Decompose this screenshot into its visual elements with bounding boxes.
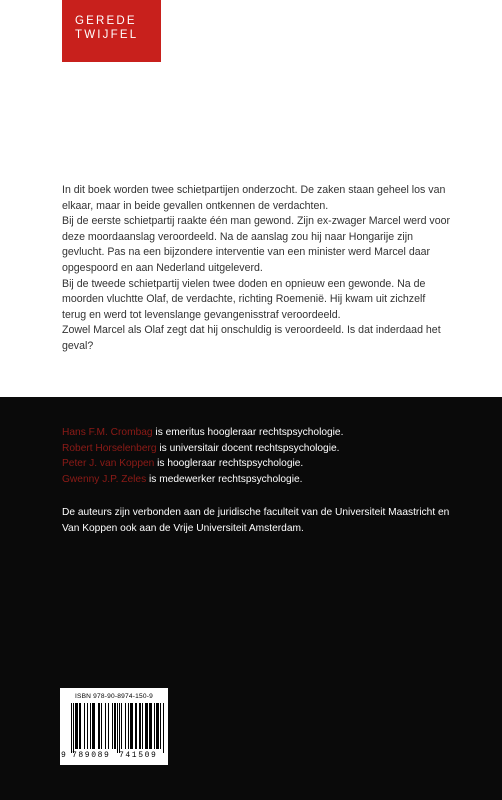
barcode-bar <box>76 703 77 749</box>
author-name: Hans F.M. Crombag <box>62 427 153 438</box>
barcode-bars <box>64 703 164 753</box>
barcode-bar <box>135 703 136 749</box>
barcode-bar <box>73 703 74 753</box>
barcode-bar <box>125 703 126 749</box>
barcode-bar <box>108 703 109 749</box>
barcode-bar <box>140 703 141 749</box>
author-role: is medewerker rechtspsychologie. <box>146 473 303 485</box>
author-row <box>62 472 462 488</box>
barcode-bar <box>151 703 152 749</box>
author-name: Peter J. van Koppen <box>62 458 155 470</box>
barcode-bar <box>158 703 159 749</box>
barcode-bar <box>121 703 122 749</box>
author-row <box>62 456 462 472</box>
author-row <box>62 425 462 441</box>
barcode-bar <box>87 703 88 749</box>
barcode-bar <box>98 703 99 749</box>
series-logo-line1: GEREDE <box>75 15 137 27</box>
blurb-text <box>62 183 452 355</box>
barcode-bar <box>119 703 120 753</box>
barcode-bar <box>154 703 155 749</box>
barcode-bar <box>101 703 102 749</box>
barcode-bar <box>75 703 76 749</box>
barcode-bar <box>105 703 106 749</box>
blurb-paragraph: Bij de eerste schietpartij raakte één man gewond. Zijn ex-zwager Marcel werd voor deze moordaanslag veroordeeld. Na de aanslag zou hij naar Hongarije zijn gevlucht. Pas na een bijzondere interventie van een minister werd Marcel daar opgespoord en aan Nederland uitgeleverd. <box>62 215 451 274</box>
barcode-bar <box>145 703 146 749</box>
barcode-bar <box>149 703 150 749</box>
barcode-bar <box>115 703 116 749</box>
barcode-bar <box>132 703 133 749</box>
barcode-bar <box>71 703 72 753</box>
barcode-bar <box>157 703 158 749</box>
barcode-bar <box>99 703 100 749</box>
author-role: is universitair docent rechtspsychologie. <box>156 442 340 454</box>
barcode-bar <box>139 703 140 749</box>
ean-left-group: 789089 <box>72 751 111 760</box>
author-row <box>62 441 462 457</box>
ean-right-group: 741509 <box>119 751 158 760</box>
author-name: Gwenny J.P. Zeles <box>62 473 147 485</box>
barcode-bar <box>80 703 81 749</box>
barcode-bar <box>117 703 118 753</box>
barcode-bar <box>130 703 131 749</box>
affiliation-text: De auteurs zijn verbonden aan de juridische faculteit van de Universiteit Maastricht en Van Koppen ook aan de Vrije Universiteit Amsterdam. <box>62 507 450 534</box>
barcode-bar <box>112 703 113 749</box>
blurb-paragraph: Zowel Marcel als Olaf zegt dat hij onschuldig is veroordeeld. Is dat inderdaad het geval? <box>62 324 441 352</box>
author-list <box>62 425 462 487</box>
author-role: is hoogleraar rechtspsychologie. <box>154 458 304 470</box>
barcode-bar <box>146 703 147 749</box>
barcode-bar <box>160 703 161 749</box>
blurb-paragraph: Bij de tweede schietpartij vielen twee doden en opnieuw een gewonde. Na de moorden vluchtte Olaf, de verdachte, richting Roemenië. Hij kwam uit zichzelf terug en werd tot levenslange gevangenisstraf veroordeeld. <box>62 277 426 321</box>
blurb-paragraph: In dit boek worden twee schietpartijen onderzocht. De zaken staan geheel los van elkaar, maar in beide gevallen ontkennen de verdachten. <box>62 184 446 212</box>
barcode-bar <box>136 703 137 749</box>
author-name: Robert Horselenberg <box>62 442 157 454</box>
barcode-bar <box>131 703 132 749</box>
barcode-bar <box>84 703 85 749</box>
barcode-bar <box>79 703 80 749</box>
author-role: is emeritus hoogleraar rechtspsychologie. <box>152 427 344 438</box>
barcode-bar <box>150 703 151 749</box>
ean-first-digit: 9 <box>61 751 66 760</box>
barcode-bar <box>142 703 143 749</box>
series-logo-line2: TWIJFEL <box>75 29 139 41</box>
barcode-bar <box>77 703 78 749</box>
isbn-label: ISBN 978-90-8974-150-9 <box>74 693 154 700</box>
barcode-bar <box>93 703 94 749</box>
barcode <box>60 688 168 765</box>
barcode-bar <box>163 703 164 753</box>
series-logo <box>62 0 161 62</box>
barcode-bar <box>128 703 129 749</box>
barcode-bar <box>92 703 93 749</box>
barcode-bar <box>94 703 95 749</box>
barcode-bar <box>147 703 148 749</box>
barcode-bar <box>114 703 115 749</box>
barcode-bar <box>90 703 91 749</box>
barcode-bar <box>156 703 157 749</box>
